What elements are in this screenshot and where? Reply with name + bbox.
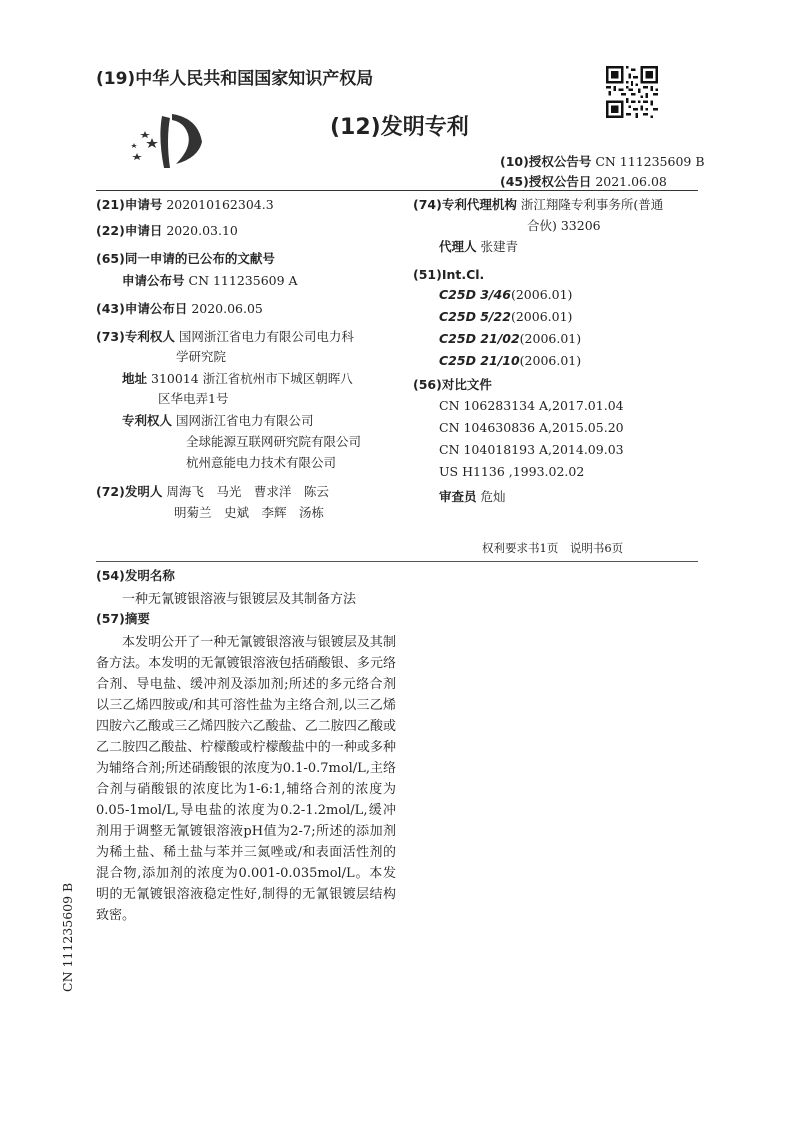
ipc-item: C25D 21/02(2006.01): [439, 331, 582, 346]
address-cont: 区华电弄1号: [158, 391, 229, 406]
grant-pub-number: (10)授权公告号 CN 111235609 B: [500, 154, 705, 169]
agent: 代理人 张建青: [439, 239, 519, 254]
application-date: (22)申请日 2020.03.10: [96, 223, 238, 238]
office-name: (19)中华人民共和国国家知识产权局: [96, 69, 374, 89]
ipc-list: [439, 284, 581, 372]
ipc-item: C25D 21/10(2006.01): [439, 353, 582, 368]
grant-date: (45)授权公告日 2021.06.08: [500, 174, 667, 189]
application-pub-date: (43)申请公布日 2020.06.05: [96, 301, 263, 316]
address: 地址 310014 浙江省杭州市下城区朝晖八: [122, 371, 353, 386]
patent-agency: (74)专利代理机构 浙江翔隆专利事务所(普通: [413, 197, 664, 212]
title-heading: (54)发明名称: [96, 568, 175, 583]
invention-title: 一种无氰镀银溶液与银镀层及其制备方法: [122, 592, 357, 607]
ipc-item: C25D 3/46(2006.01): [439, 287, 573, 302]
ipc-item: C25D 5/22(2006.01): [439, 309, 573, 324]
header-divider: [96, 190, 698, 191]
examiner: 审查员 危灿: [439, 489, 506, 504]
qr-code-icon: [606, 66, 658, 118]
application-number: (21)申请号 202010162304.3: [96, 197, 274, 212]
inventors-cont: 明菊兰 史斌 李辉 汤栋: [174, 505, 325, 520]
abstract-text: 本发明公开了一种无氰镀银溶液与银镀层及其制备方法。本发明的无氰镀银溶液包括硝酸银、多元络合剂、导电盐、缓冲剂及添加剂;所述的多元络合剂以三乙烯四胺或/和其可溶性盐为主络合剂,以三乙烯四胺六乙酸或三乙烯四胺六乙酸盐、乙二胺四乙酸或乙二胺四乙酸盐、柠檬酸或柠檬酸盐中的一种或多种为辅络合剂;所述硝酸银的浓度为0.1-0.7mol/L,主络合剂与硝酸银的浓度比为1-6:1,辅络合剂的浓度为0.05-1mol/L,导电盐的浓度为0.2-1.2mol/L,缓冲剂用于调整无氰镀银溶液pH值为2-7;所述的添加剂为稀土盐、稀土盐与苯并三氮唑或/和表面活性剂的混合物,添加剂的浓度为0.001-0.035mol/L。本发明的无氰镀银溶液稳定性好,制得的无氰银镀层结构致密。: [96, 635, 396, 923]
application-pub-number: 申请公布号 CN 111235609 A: [122, 273, 298, 288]
cited-doc: CN 104630836 A,2015.05.20: [439, 420, 624, 435]
patentee: (73)专利权人 国网浙江省电力有限公司电力科: [96, 329, 354, 344]
page-count: 权利要求书1页 说明书6页: [482, 541, 624, 555]
side-publication-number: CN 111235609 B: [60, 882, 75, 992]
document-type: (12)发明专利: [330, 115, 469, 140]
ipc-heading: (51)Int.Cl.: [413, 267, 485, 282]
cnipa-logo: [128, 108, 206, 170]
bibliographic-divider: [96, 561, 698, 562]
cited-doc: CN 104018193 A,2014.09.03: [439, 442, 624, 457]
cited-doc: CN 106283134 A,2017.01.04: [439, 398, 624, 413]
cited-docs-heading: (56)对比文件: [413, 377, 492, 392]
cited-doc: US H1136 ,1993.02.02: [439, 464, 585, 479]
cited-docs-list: [439, 395, 624, 483]
co-patentee-3: 杭州意能电力技术有限公司: [186, 455, 337, 470]
inventors: (72)发明人 周海飞 马光 曹求洋 陈云: [96, 484, 329, 499]
co-patentee-2: 全球能源互联网研究院有限公司: [186, 434, 362, 449]
patentee-cont: 学研究院: [176, 349, 227, 364]
co-patentee: 专利权人 国网浙江省电力有限公司: [122, 413, 314, 428]
patent-agency-cont: 合伙) 33206: [527, 218, 601, 233]
abstract-heading: (57)摘要: [96, 611, 150, 626]
prior-publication-heading: (65)同一申请的已公布的文献号: [96, 251, 275, 266]
